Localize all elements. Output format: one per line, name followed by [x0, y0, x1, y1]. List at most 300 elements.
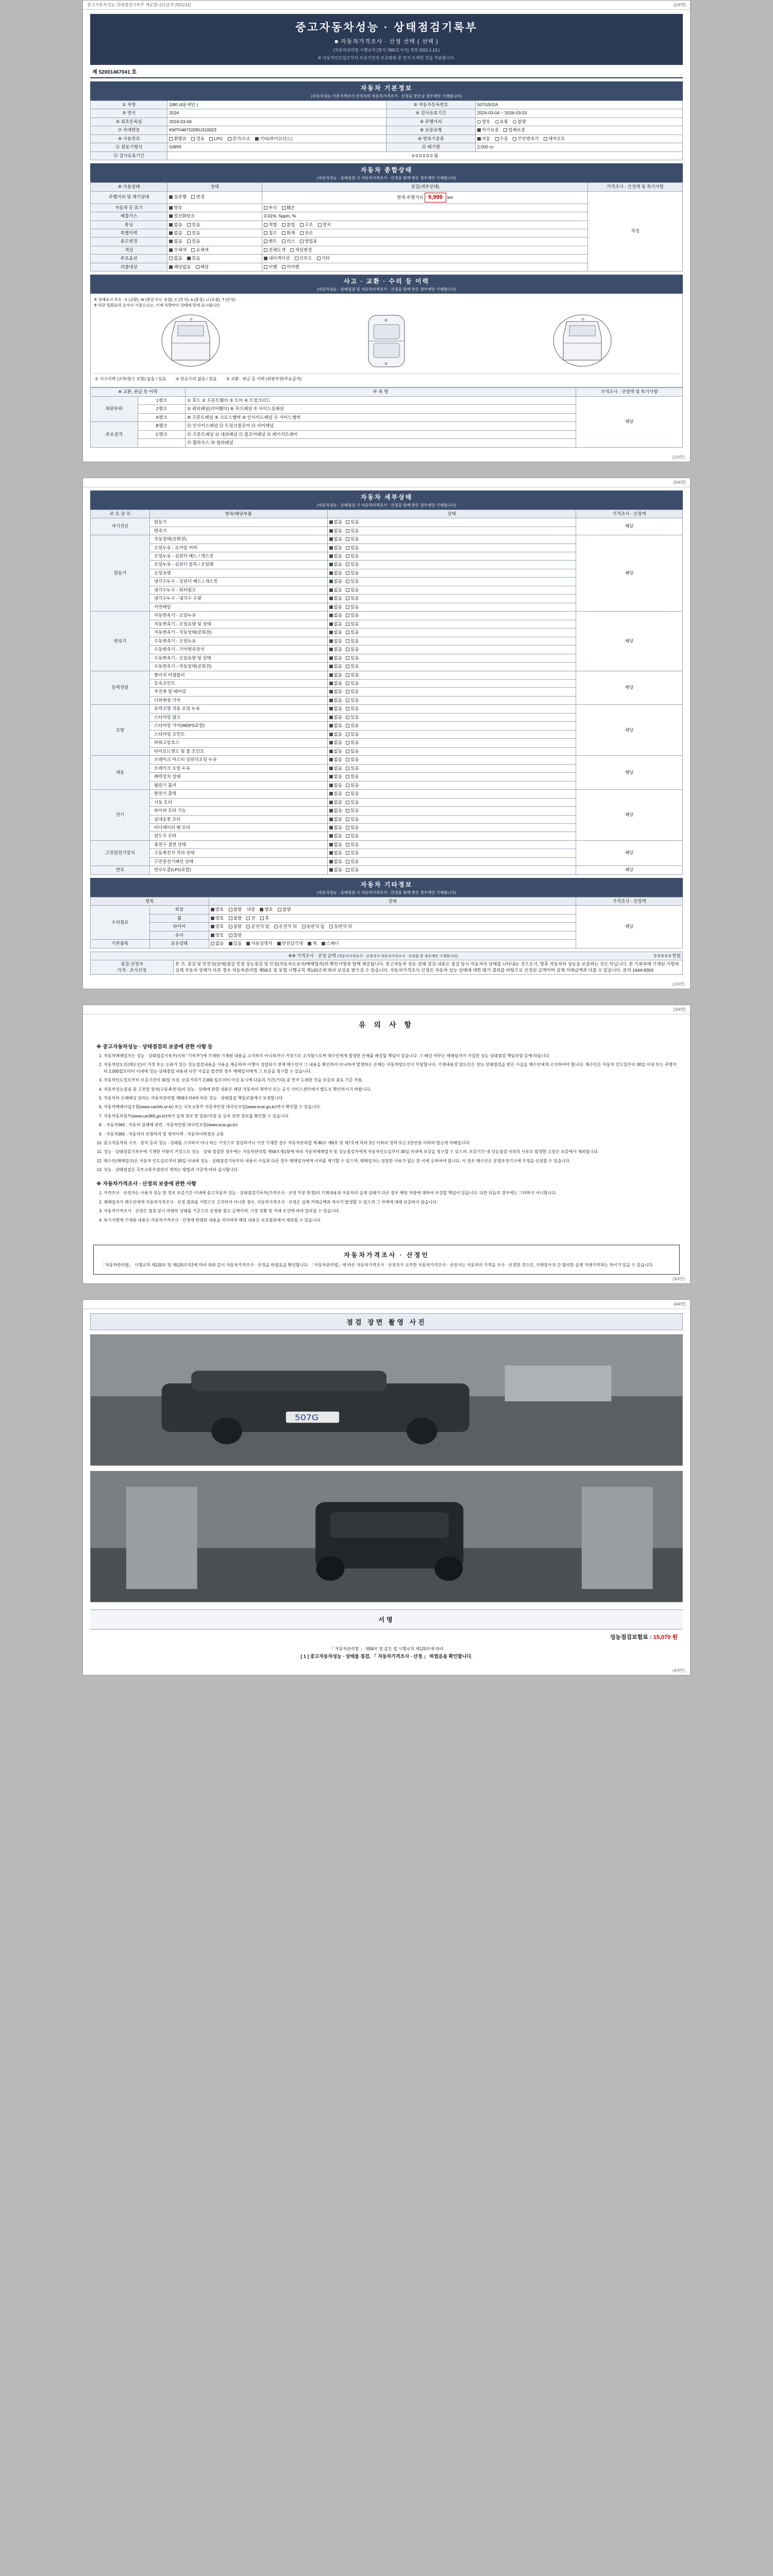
detail-state-0-1 — [327, 527, 576, 535]
state-yes-7-0[interactable]: 있음 — [346, 842, 359, 848]
state-yes-5-3[interactable]: 있음 — [346, 783, 359, 788]
recall-yes[interactable]: 해당 — [196, 264, 209, 270]
detail-item-2-0: 자동변속기 - 오일누유 — [149, 612, 327, 620]
trans-auto[interactable]: 자동 — [477, 136, 490, 142]
detail-state-3-0 — [327, 671, 576, 679]
state-yes-4-5[interactable]: 있음 — [346, 749, 359, 754]
detail-state-2-2 — [327, 629, 576, 637]
other-val-exterior — [209, 906, 576, 914]
tire-pass-front[interactable]: 동반석 앞 — [302, 924, 325, 929]
basic-key-2: ② 자동차등록번호 — [386, 101, 475, 109]
section-detail-sub: (자동차성능 · 상태점검 시 자동차가격조사 · 산정을 함께 받은 경우에만 기재합니다) — [317, 502, 456, 507]
detail-state-7-0 — [327, 840, 576, 849]
accident-legend-2: ③ 교환 · 판금 등 이력 (외판부위/주요골격) — [226, 377, 302, 382]
state-none-2-4[interactable]: 없음 — [329, 647, 342, 652]
basic-val-7: KMTH467GDRU310023 — [167, 126, 386, 134]
state-none-6-1[interactable]: 없음 — [329, 800, 342, 805]
exterior-good[interactable]: 양호 — [211, 907, 224, 912]
usage-commercial[interactable]: 영업용 — [300, 239, 317, 244]
option-navigation[interactable]: 내비게이션 — [264, 256, 290, 261]
state-none-4-0[interactable]: 없음 — [329, 706, 342, 711]
special-flood[interactable]: 침수 — [264, 230, 277, 236]
state-yes-5-0[interactable]: 있음 — [346, 757, 359, 762]
state-none-2-0[interactable]: 없음 — [329, 613, 342, 618]
state-none-3-0[interactable]: 없음 — [329, 672, 342, 678]
accident-parts-col: 부 위 명 — [185, 388, 576, 396]
car-diagram-front-right — [544, 311, 621, 370]
color-chromatic[interactable]: 유채색 — [191, 247, 209, 253]
state-yes-3-3[interactable]: 있음 — [346, 698, 359, 703]
detail-state-4-1 — [327, 713, 576, 721]
table-row — [91, 790, 683, 798]
wheel-front[interactable]: 전 — [246, 916, 255, 921]
state-yes-1-7[interactable]: 있음 — [346, 596, 359, 601]
basic-jack[interactable]: 잭 — [308, 941, 316, 946]
state-none-4-1[interactable]: 없음 — [329, 715, 342, 720]
accident-items-0: ① 후드 ② 프론트휀더 ③ 도어 ④ 트렁크리드 — [185, 396, 576, 404]
insurance-fee-line — [90, 1630, 683, 1642]
table-row — [91, 396, 683, 404]
detail-state-1-7 — [327, 595, 576, 603]
basic-val-4: 2024-03-04 ~ 2026-03-03 — [475, 109, 682, 117]
odometer-changed[interactable]: 변경 — [191, 194, 204, 200]
usage-none[interactable]: 없음 — [169, 239, 182, 244]
state-none-7-2[interactable]: 없음 — [329, 859, 342, 865]
accident-legend-0: ① 사고이력 (교차/침수 포함) 없음 / 있음 — [95, 377, 166, 382]
state-yes-4-4[interactable]: 있음 — [346, 740, 359, 745]
detail-group-0: 자기진단 — [91, 518, 150, 535]
detail-item-1-1: 오일누유 - 로커암 커버 — [149, 544, 327, 552]
odometer-real[interactable]: 실주행 — [169, 194, 187, 200]
tire-driver-rear[interactable]: 운전석 뒤 — [274, 924, 297, 929]
tire-pass-rear[interactable]: 동반석 뒤 — [329, 924, 352, 929]
detail-col-0: 주 요 장 치 — [91, 510, 150, 518]
table-header-row — [91, 510, 683, 518]
overall-note: 적정 — [588, 191, 683, 272]
svg-text:①: ① — [189, 318, 193, 322]
state-none-8-0[interactable]: 없음 — [329, 867, 342, 873]
warranty-self[interactable]: 자가보증 — [477, 127, 499, 133]
tire-driver-front[interactable]: 운전석 앞 — [246, 924, 269, 929]
color-full-paint[interactable]: 전체도색 — [264, 247, 285, 253]
table-row — [91, 866, 683, 874]
state-yes-2-5[interactable]: 있음 — [346, 655, 359, 661]
detail-item-3-0: 클러치 어셈블리 — [149, 671, 327, 679]
serial-number: 52001467041 — [98, 70, 130, 75]
state-none-6-0[interactable]: 없음 — [329, 791, 342, 796]
state-yes-6-0[interactable]: 있음 — [346, 791, 359, 796]
detail-item-4-0: 동력조향 작동 오일 누유 — [149, 705, 327, 713]
fuel-options — [167, 134, 386, 143]
trans-manual[interactable]: 수동 — [495, 136, 508, 142]
accident-level-4: C랭크 — [138, 430, 185, 438]
detail-item-1-5: 냉각수누수 - 실린더 헤드 / 개스킷 — [149, 578, 327, 586]
state-yes-4-2[interactable]: 있음 — [346, 723, 359, 728]
tuning-yes[interactable]: 있음 — [187, 222, 200, 228]
detail-item-6-1: 시동 모터 — [149, 798, 327, 806]
detail-item-6-2: 와이퍼 모터 기능 — [149, 807, 327, 815]
car-diagram-top — [345, 311, 428, 370]
tuning-device[interactable]: 장치 — [318, 222, 331, 228]
glass-good[interactable]: 양호 — [211, 933, 224, 938]
glass-bad[interactable]: 불량 — [229, 933, 242, 938]
state-yes-1-5[interactable]: 있음 — [346, 579, 359, 584]
overall-col-0: ※ 사용상태 — [91, 183, 167, 191]
basic-key-1: ① 차명 — [91, 101, 167, 109]
section-overall-title: 자동차 종합상태 — [360, 166, 413, 174]
other-col-1: 상태 — [209, 897, 576, 905]
state-none-7-0[interactable]: 없음 — [329, 842, 342, 848]
interior-bad[interactable]: 불량 — [278, 907, 291, 912]
notice2-item-0: 1. 가격조사 · 산정자는 사용자 성능 및 정보 보증기간 이내에 중고자동차 성능 · 상태점검기록부(가격조사 · 산정 부분 한정)의 기재내용과 자동차의 실제 상태가 다른 경우 해당 차량에 대하여 보상할 책임이 있습니다. 다만 다음의 경우에는 그러하지 아니합니다. — [104, 1190, 677, 1196]
detail-state-2-1 — [327, 620, 576, 628]
basic-triangle[interactable]: 안전삼각대 — [277, 941, 303, 946]
detail-state-3-1 — [327, 680, 576, 688]
state-none-4-5[interactable]: 없음 — [329, 749, 342, 754]
tuning-illegal[interactable]: 불법 — [282, 222, 295, 228]
table-row — [91, 906, 683, 914]
fuel-gasoline[interactable]: 휘발유 — [169, 136, 187, 142]
state-yes-4-0[interactable]: 있음 — [346, 706, 359, 711]
state-none-7-1[interactable]: 없음 — [329, 850, 342, 856]
state-yes-5-2[interactable]: 있음 — [346, 774, 359, 779]
state-yes-2-6[interactable]: 있음 — [346, 664, 359, 669]
insurance-fee-label: 성능점검보험료 : — [610, 1634, 652, 1640]
detail-group-6: 전기 — [91, 790, 150, 841]
overall-state-3 — [167, 221, 262, 229]
tuning-legal[interactable]: 적법 — [264, 222, 277, 228]
state-yes-8-0[interactable]: 있음 — [346, 867, 359, 873]
state-yes-6-3[interactable]: 있음 — [346, 817, 359, 822]
tire-good[interactable]: 양호 — [211, 924, 224, 929]
detail-item-2-5: 수동변속기 - 오일유량 및 상태 — [149, 654, 327, 662]
table-header-row — [91, 183, 683, 191]
notice-list-1 — [104, 1053, 677, 1173]
state-yes-0-0[interactable]: 있음 — [346, 519, 359, 525]
state-none-0-1[interactable]: 없음 — [329, 528, 342, 534]
accident-note-val: 해당 — [576, 396, 683, 447]
accident-level-2: A랭크 — [138, 413, 185, 421]
page-2-header-right: (2/4면) — [673, 480, 686, 485]
mileage-state-normal[interactable]: 보통 — [495, 119, 508, 125]
section-basic-info-sub: (자동차성능 기본가격조사 산정자의 자동차가격조사 · 산정을 받은날 경우에만 기재합니다) — [311, 94, 462, 98]
notice-list-2 — [104, 1190, 677, 1224]
basic-manual[interactable]: 사용설명서 — [246, 941, 272, 946]
state-yes-0-1[interactable]: 있음 — [346, 528, 359, 534]
tuning-none[interactable]: 없음 — [169, 222, 182, 228]
state-none-1-5[interactable]: 없음 — [329, 579, 342, 584]
page-3-footer: (3/4면) — [672, 1276, 685, 1281]
state-none-5-2[interactable]: 없음 — [329, 774, 342, 779]
recall-notdone[interactable]: 미이행 — [282, 264, 299, 270]
state-yes-7-1[interactable]: 있음 — [346, 850, 359, 856]
detail-state-5-2 — [327, 773, 576, 781]
state-yes-6-2[interactable]: 있음 — [346, 808, 359, 814]
state-yes-4-1[interactable]: 있음 — [346, 715, 359, 720]
state-yes-1-3[interactable]: 있음 — [346, 562, 359, 567]
document-note-2: ※ 자동차인도일로부터 보증기간과 보증범위 중 먼저 도래한 것을 적용합니다. — [317, 56, 456, 60]
price-body-text: 본 건, 점검 및 안전성(상태)점검 인정 성능점검 및 인정(자동차소유자/매매업자)의 확인서명과 함께 제공됩니다. 중고자동차 성능·상태 점검 내용은 점검 당시 자동차의 상태를 나타내는 것으로서, 향후 자동차의 성능을 보증하는 것은 아닙니다. 본 기록부에 기재된 사항과 실제 자동차 상태가 다른 경우 자동차관리법 제58조 및 동법 시행규칙 제120조에 따라 보상을 받으실 수 있습니다. 자동차가격조사·산정은 자동차 성능·상태에 대한 평가 결과를 바탕으로 산정된 금액이며 실제 거래금액과 다를 수 있습니다. 문의 1644-9303 — [173, 960, 682, 975]
state-none-1-3[interactable]: 없음 — [329, 562, 342, 567]
accident-group-1: 주요골격 — [91, 422, 138, 447]
detail-item-7-2: 고전원전기배선 상태 — [149, 857, 327, 866]
state-yes-7-2[interactable]: 있음 — [346, 859, 359, 865]
special-total-loss[interactable]: 전손 — [300, 230, 313, 236]
interior-good[interactable]: 양호 — [260, 907, 273, 912]
footer-note-line-2: [ 1 ] 중고자동차성능 · 상태를 점검, 「 자동차가격조사 · 산정 」 하였음을 확인합니다. — [300, 1653, 473, 1659]
state-yes-2-0[interactable]: 있음 — [346, 613, 359, 618]
notice-item-8: 9. · 자동차365 : 자동차의 보험처리 및 정비이력 : 자동차이력정보 교통 — [104, 1131, 677, 1138]
state-yes-1-0[interactable]: 있음 — [346, 536, 359, 542]
state-yes-3-1[interactable]: 있음 — [346, 681, 359, 686]
basic-key-9: ⑪ 원동기형식 — [91, 143, 167, 151]
basic-val-1: G80 (4륜세단 ) — [167, 101, 386, 109]
wheel-bad[interactable]: 불량 — [229, 916, 242, 921]
state-yes-2-2[interactable]: 있음 — [346, 630, 359, 635]
accident-level-5 — [138, 439, 185, 447]
usage-yes[interactable]: 있음 — [187, 239, 200, 244]
state-yes-5-1[interactable]: 있음 — [346, 766, 359, 771]
state-none-1-0[interactable]: 없음 — [329, 536, 342, 542]
state-none-4-3[interactable]: 없음 — [329, 732, 342, 737]
trans-semi[interactable]: 세미오토 — [544, 136, 565, 142]
state-yes-2-4[interactable]: 있음 — [346, 647, 359, 652]
state-none-2-5[interactable]: 없음 — [329, 655, 342, 661]
state-none-3-1[interactable]: 없음 — [329, 681, 342, 686]
svg-text:507G: 507G — [295, 1413, 319, 1422]
state-yes-2-3[interactable]: 있음 — [346, 638, 359, 644]
accident-items-2: ⑧ 프론트패널 ⑨ 크로스멤버 ⑩ 인사이드패널 ⑪ 사이드멤버 — [185, 413, 576, 421]
state-yes-3-2[interactable]: 있음 — [346, 689, 359, 694]
special-fire[interactable]: 화재 — [282, 230, 295, 236]
basic-spanner[interactable]: 스패너 — [322, 941, 339, 946]
state-none-5-3[interactable]: 없음 — [329, 783, 342, 788]
detail-col-2: 상태 — [327, 510, 576, 518]
notice-item-11: 12. 매수인(매매업자)은 자동차 인도일로부터 30일 이내에 성능 · 상태점검기록부의 내용이 사실과 다른 경우 매매업자에게 이의를 제기할 수 있으며, 매매업자는 정당한 사유가 없는 한 이에 응하여야 합니다. 이 경우 매수인은 분쟁조정기구에 조정을 신청할 수 있습니다. — [104, 1158, 677, 1164]
state-yes-1-2[interactable]: 있음 — [346, 553, 359, 559]
overall-detail-2: 0.01%, 5ppm, % — [262, 212, 588, 221]
state-none-1-8[interactable]: 없음 — [329, 604, 342, 610]
option-etc[interactable]: 기타 — [317, 256, 330, 261]
mileage-state-bad[interactable]: 불량 — [513, 119, 526, 125]
overall-col-1: 상태 — [167, 183, 262, 191]
table-row — [91, 952, 683, 960]
state-none-3-3[interactable]: 없음 — [329, 698, 342, 703]
page-header-left: 중고자동차성능·상태점검기록부 제공합니다 [1차 2021/11] — [87, 3, 191, 7]
diagram-legend-line-2: ※ 하단 일람표의 숫자가 기준으로는, 기재 차량마다 상태에 맞게 표시합니다 — [94, 303, 220, 308]
state-none-1-6[interactable]: 없음 — [329, 587, 342, 593]
state-yes-1-4[interactable]: 있음 — [346, 570, 359, 576]
overall-detail-6 — [262, 246, 588, 254]
state-yes-2-1[interactable]: 있음 — [346, 621, 359, 627]
page-4-footer: (4/4면) — [672, 1668, 685, 1673]
recall-na[interactable]: 해당없음 — [169, 264, 191, 270]
detail-state-4-2 — [327, 722, 576, 730]
detail-state-5-0 — [327, 756, 576, 764]
detail-item-4-2: 스티어링 기어(MDPS포함) — [149, 722, 327, 730]
detail-item-6-3: 실내송풍 모터 — [149, 815, 327, 823]
fuel-other[interactable]: 기타(하이브리드) — [255, 136, 292, 142]
detail-item-2-1: 자동변속기 - 오일유량 및 상태 — [149, 620, 327, 628]
section-other-title: 자동차 기타정보 — [360, 880, 413, 888]
other-val-glass — [209, 931, 576, 939]
fuel-lpg[interactable]: LPG — [209, 136, 223, 142]
state-yes-1-1[interactable]: 있음 — [346, 545, 359, 551]
table-row — [91, 191, 683, 204]
state-none-1-1[interactable]: 없음 — [329, 545, 342, 551]
detail-note-7: 해당 — [576, 840, 683, 866]
table-row — [91, 134, 683, 143]
notice2-item-1: 2. 매매업자가 매수인에게 자동차가격조사 · 산정 결과를 서면으로 고지하지 아니한 경우, 자동차가격조사 · 산정은 실제 거래금액과 차이가 발생할 수 있으며 그 차액에 대해 보증하지 않습니다. — [104, 1199, 677, 1206]
emission-co[interactable]: 일산화탄소 — [169, 213, 195, 219]
state-yes-1-6[interactable]: 있음 — [346, 587, 359, 593]
fuel-electric[interactable]: 전기/수소 — [228, 136, 250, 142]
basic-key-11: ⑬ 검사유효기간 — [91, 151, 167, 160]
page-3-header-bar — [83, 1005, 690, 1014]
wheel-rear[interactable]: 후 — [260, 916, 269, 921]
table-row — [91, 535, 683, 544]
overall-label-1: 자동차 등 표기 — [91, 204, 167, 212]
document-note: (자동차관리법 시행규칙 [별지 제82호서식] 개정 2021.1.13.) — [333, 48, 440, 53]
accident-items-3: ⑫ 인사이드패널 ⑬ 트렁크플로어 ⑭ 리어패널 — [185, 422, 576, 430]
basic-val-9: G6RR — [167, 143, 386, 151]
detail-state-1-1 — [327, 544, 576, 552]
option-yes[interactable]: 있음 — [187, 256, 200, 261]
state-none-1-4[interactable]: 없음 — [329, 570, 342, 576]
detail-group-1: 원동기 — [91, 535, 150, 612]
state-none-6-5[interactable]: 없음 — [329, 833, 342, 839]
table-row — [91, 388, 683, 396]
state-none-2-6[interactable]: 없음 — [329, 664, 342, 669]
detail-item-8-0: 연료누출(LPG포함) — [149, 866, 327, 874]
accident-history-legend — [94, 374, 679, 384]
state-none-2-3[interactable]: 없음 — [329, 638, 342, 644]
option-none[interactable]: 없음 — [169, 256, 182, 261]
vin-damage[interactable]: 훼손 — [282, 205, 295, 211]
price-key-survey: 가격 · 조사산정 — [117, 967, 147, 973]
detail-item-4-5: 타이로드엔드 및 볼 조인트 — [149, 747, 327, 755]
basic-none[interactable]: 없음 — [211, 941, 224, 946]
page-header-bar — [83, 1, 690, 10]
state-yes-3-0[interactable]: 있음 — [346, 672, 359, 678]
notice-heading-1: ※ 중고자동차성능 · 상태점검의 보증에 관한 사항 등 — [96, 1044, 213, 1050]
mileage-state-good[interactable]: 양호 — [477, 119, 490, 125]
detail-col-3: 가격조사 · 산정액 — [576, 510, 683, 518]
detail-note-1: 해당 — [576, 535, 683, 612]
overall-label-2: 배출가스 — [91, 212, 167, 221]
detail-note-3: 해당 — [576, 671, 683, 705]
car-diagram-front-left — [152, 311, 229, 370]
accident-diagram-area — [90, 294, 683, 387]
notice-item-1: 2. 자동차양도인(매도인)이 거짓 또는 오류가 있는 성능점검내용을 사용을 제공하여 이행이 성립되기 전에 매수인이 그 내용을 확인하지 아니하여 발생하는 손해는 자동차양도인이 부담합니다. 기재내용상 양도인은 성능·상태점검을 받은 사실을 매수인에게 고지하여야 합니다. 매수인은 자동차 인도일부터 30일 이내 또는 주행거리 2,000킬로미터 이내에 성능·상태점검 내용과 다른 사실을 발견한 경우 매매업자에게 그 보증을 청구할 수 있습니다. — [104, 1062, 677, 1075]
special-none[interactable]: 없음 — [169, 230, 182, 236]
mileage-value: 9,999 — [425, 193, 446, 202]
color-changed[interactable]: 색상변경 — [290, 247, 312, 253]
overall-detail-4 — [262, 229, 588, 238]
state-none-2-2[interactable]: 없음 — [329, 630, 342, 635]
detail-note-8: 해당 — [576, 866, 683, 874]
overall-detail-0: 현재 주행거리 9,999 km — [262, 191, 588, 204]
detail-state-6-1 — [327, 798, 576, 806]
section-other-sub: (자동차성능 · 상태점검 시 자동차가격조사 · 산정을 함께 받은 경우에만 기재합니다) — [317, 890, 456, 895]
page-header-right: (1/4면) — [673, 3, 686, 7]
detail-item-0-0: 원동기 — [149, 518, 327, 527]
detail-state-2-6 — [327, 663, 576, 671]
state-none-2-1[interactable]: 없음 — [329, 621, 342, 627]
state-yes-6-1[interactable]: 있음 — [346, 800, 359, 805]
state-none-6-4[interactable]: 없음 — [329, 825, 342, 831]
overall-col-3: 가격조사 · 산정액 및 특기사항 — [588, 183, 683, 191]
warranty-company[interactable]: 업체보증 — [503, 127, 525, 133]
other-val-basic — [209, 940, 576, 948]
usage-rent[interactable]: 렌트 — [264, 239, 277, 244]
table-row — [91, 960, 683, 975]
detail-state-2-4 — [327, 646, 576, 654]
fuel-diesel[interactable]: 경유 — [191, 136, 204, 142]
notice2-item-2: 3. 자동차가격조사 · 산정은 점검 당시 차량의 상태를 기준으로 산정된 참고 금액이며, 시장 상황 및 거래 조건에 따라 달라질 수 있습니다. — [104, 1208, 677, 1214]
state-none-3-2[interactable]: 없음 — [329, 689, 342, 694]
detail-item-6-4: 라디에이터 팬 모터 — [149, 823, 327, 832]
detail-state-4-4 — [327, 739, 576, 747]
state-none-6-3[interactable]: 없음 — [329, 817, 342, 822]
detail-group-8: 연료 — [91, 866, 150, 874]
state-none-6-2[interactable]: 없음 — [329, 808, 342, 814]
table-header-row — [91, 897, 683, 905]
overall-state-2 — [167, 212, 262, 221]
state-none-5-1[interactable]: 없음 — [329, 766, 342, 771]
overall-state-7 — [167, 255, 262, 263]
detail-note-2: 해당 — [576, 612, 683, 671]
recall-done[interactable]: 이행 — [264, 264, 277, 270]
color-achromatic[interactable]: 무채색 — [169, 247, 187, 253]
state-yes-4-3[interactable]: 있음 — [346, 732, 359, 737]
section-accident-sub: (자동차성능 · 상태점검 및 자동차가격조사 · 산정을 함께 받은 경우에만 기재합니다) — [317, 287, 456, 292]
state-none-0-0[interactable]: 없음 — [329, 519, 342, 525]
state-yes-6-5[interactable]: 있음 — [346, 833, 359, 839]
photo-1-graphic — [91, 1335, 682, 1465]
tire-bad[interactable]: 불량 — [229, 924, 242, 929]
special-yes[interactable]: 있음 — [187, 230, 200, 236]
state-none-4-4[interactable]: 없음 — [329, 740, 342, 745]
trans-cvt[interactable]: 무단변속기 — [513, 136, 539, 142]
state-yes-1-8[interactable]: 있음 — [346, 604, 359, 610]
table-row — [91, 612, 683, 620]
option-sunroof[interactable]: 선루프 — [295, 256, 312, 261]
document-page-4 — [82, 1299, 691, 1676]
exterior-bad[interactable]: 불량 — [229, 907, 242, 912]
table-row — [91, 518, 683, 527]
wheel-good[interactable]: 양호 — [211, 916, 224, 921]
accident-level-0: 1랭크 — [138, 396, 185, 404]
state-none-5-0[interactable]: 없음 — [329, 757, 342, 762]
detail-col-1: 항목/해당부품 — [149, 510, 327, 518]
state-none-4-2[interactable]: 없음 — [329, 723, 342, 728]
vin-corrosion[interactable]: 부식 — [264, 205, 277, 211]
state-none-1-7[interactable]: 없음 — [329, 596, 342, 601]
tuning-structure[interactable]: 구조 — [300, 222, 313, 228]
overall-detail-3 — [262, 221, 588, 229]
basic-yes[interactable]: 있음 — [229, 941, 242, 946]
state-none-1-2[interactable]: 없음 — [329, 553, 342, 559]
detail-state-4-0 — [327, 705, 576, 713]
vin-good[interactable]: 양호 — [169, 205, 182, 211]
usage-lease[interactable]: 리스 — [282, 239, 295, 244]
document-page-1 — [82, 0, 691, 462]
notice-title: 유 의 사 항 — [359, 1021, 414, 1029]
notice-item-4: 5. 자동차의 손해배상 권리는 자동차관리법 제58조의4에 따른 성능 · 상태점검 책임보험에서 보장합니다. — [104, 1095, 677, 1101]
state-yes-6-4[interactable]: 있음 — [346, 825, 359, 831]
section-basic-info-title: 자동차 기본정보 — [360, 84, 413, 92]
